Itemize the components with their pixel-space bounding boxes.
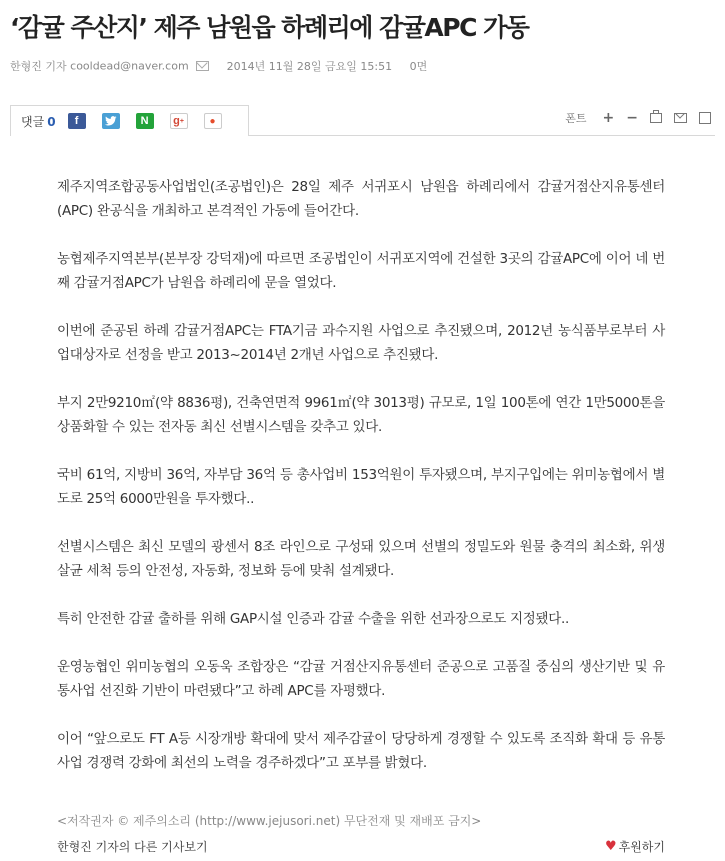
article-paragraph: 특히 안전한 감귤 출하를 위해 GAP시설 인증과 감귤 수출을 위한 선과장으로도 지정됐다.. bbox=[57, 611, 570, 627]
comment-link[interactable] bbox=[21, 113, 56, 130]
print-icon[interactable] bbox=[650, 113, 662, 123]
article-paragraph: 운영농협인 위미농협의 오동욱 조합장은 “감귤 거점산지유통센터 준공으로 고품질 중심의 생산기반 및 유통사업 선진화 기반이 마련됐다”고 하례 APC를 자평했다. bbox=[57, 659, 665, 699]
article-footer bbox=[57, 838, 665, 855]
copyright-notice: <저작권자 © 제주의소리 (http://www.jejusori.net) 무단전재 및 재배포 금지> bbox=[57, 814, 482, 828]
facebook-icon[interactable]: f bbox=[68, 113, 86, 129]
article-meta bbox=[10, 58, 427, 74]
article-paragraph: 선별시스템은 최신 모델의 광센서 8조 라인으로 구성돼 있으며 선별의 정밀도와 원물 충격의 최소화, 위생살균 세척 등의 안전성, 자동화, 정보화 등에 맞춰 설계됐다. bbox=[57, 539, 665, 579]
share-bar bbox=[10, 105, 249, 136]
scrap-icon[interactable] bbox=[699, 112, 711, 124]
comment-label: 댓글 bbox=[21, 114, 45, 129]
mail-icon[interactable] bbox=[196, 61, 209, 71]
publish-date: 2014년 11월 28일 금요일 15:51 bbox=[226, 60, 393, 73]
font-increase-icon[interactable]: + bbox=[602, 110, 615, 126]
naver-icon[interactable]: N bbox=[136, 113, 154, 129]
font-decrease-icon[interactable]: − bbox=[626, 110, 638, 126]
support-label: 후원하기 bbox=[618, 840, 665, 854]
other-share-icon[interactable]: ● bbox=[204, 113, 222, 129]
reporter-name: 한형진 기자 bbox=[10, 60, 67, 73]
google-plus-icon[interactable]: g + bbox=[170, 113, 188, 129]
more-articles-link[interactable]: 한형진 기자의 다른 기사보기 bbox=[57, 840, 208, 854]
article-paragraph: 이어 “앞으로도 FT A등 시장개방 확대에 맞서 제주감귤이 당당하게 경쟁할 수 있도록 조직화 확대 등 유통사업 경쟁력 강화에 최선의 노력을 경주하겠다”고 포부를 밝혔다. bbox=[57, 731, 665, 771]
article-paragraph: 농협제주지역본부(본부장 강덕재)에 따르면 조공법인이 서귀포지역에 건설한 3곳의 감귤APC에 이어 네 번째 감귤거점APC가 남원읍 하례리에 문을 열었다. bbox=[57, 251, 665, 291]
article-paragraph: 이번에 준공된 하례 감귤거점APC는 FTA기금 과수지원 사업으로 추진됐으며, 2012년 농식품부로부터 사업대상자로 선정을 받고 2013~2014년 2개년 사업으로 추진됐다. bbox=[57, 323, 665, 363]
email-icon[interactable] bbox=[674, 113, 687, 123]
comment-count: 0 bbox=[47, 114, 56, 129]
article-tools bbox=[565, 110, 711, 126]
article-paragraph: 국비 61억, 지방비 36억, 자부담 36억 등 총사업비 153억원이 투자됐으며, 부지구입에는 위미농협에서 별도로 25억 6000만원을 투자했다.. bbox=[57, 467, 665, 507]
article-headline: ‘감귤 주산지’ 제주 남원읍 하례리에 감귤APC 가동 bbox=[10, 13, 529, 42]
reporter-email[interactable]: cooldead@naver.com bbox=[70, 59, 189, 73]
support-button[interactable] bbox=[605, 838, 665, 855]
twitter-icon[interactable] bbox=[102, 113, 120, 129]
article-paragraph: 부지 2만9210㎡(약 8836평), 건축연면적 9961㎡(약 3013평) 규모로, 1일 100톤에 연간 1만5000톤을 상품화할 수 있는 전자동 최신 선별시스템을 갖추고 있다. bbox=[57, 395, 665, 435]
article-paragraph: 제주지역조합공동사업법인(조공법인)은 28일 제주 서귀포시 남원읍 하례리에서 감귤거점산지유통센터(APC) 완공식을 개최하고 본격적인 가동에 들어간다. bbox=[57, 179, 665, 219]
heart-icon: ♥ bbox=[604, 839, 617, 854]
article-body bbox=[57, 175, 665, 799]
page-number: 0면 bbox=[409, 60, 428, 73]
font-label: 폰트 bbox=[565, 112, 587, 125]
